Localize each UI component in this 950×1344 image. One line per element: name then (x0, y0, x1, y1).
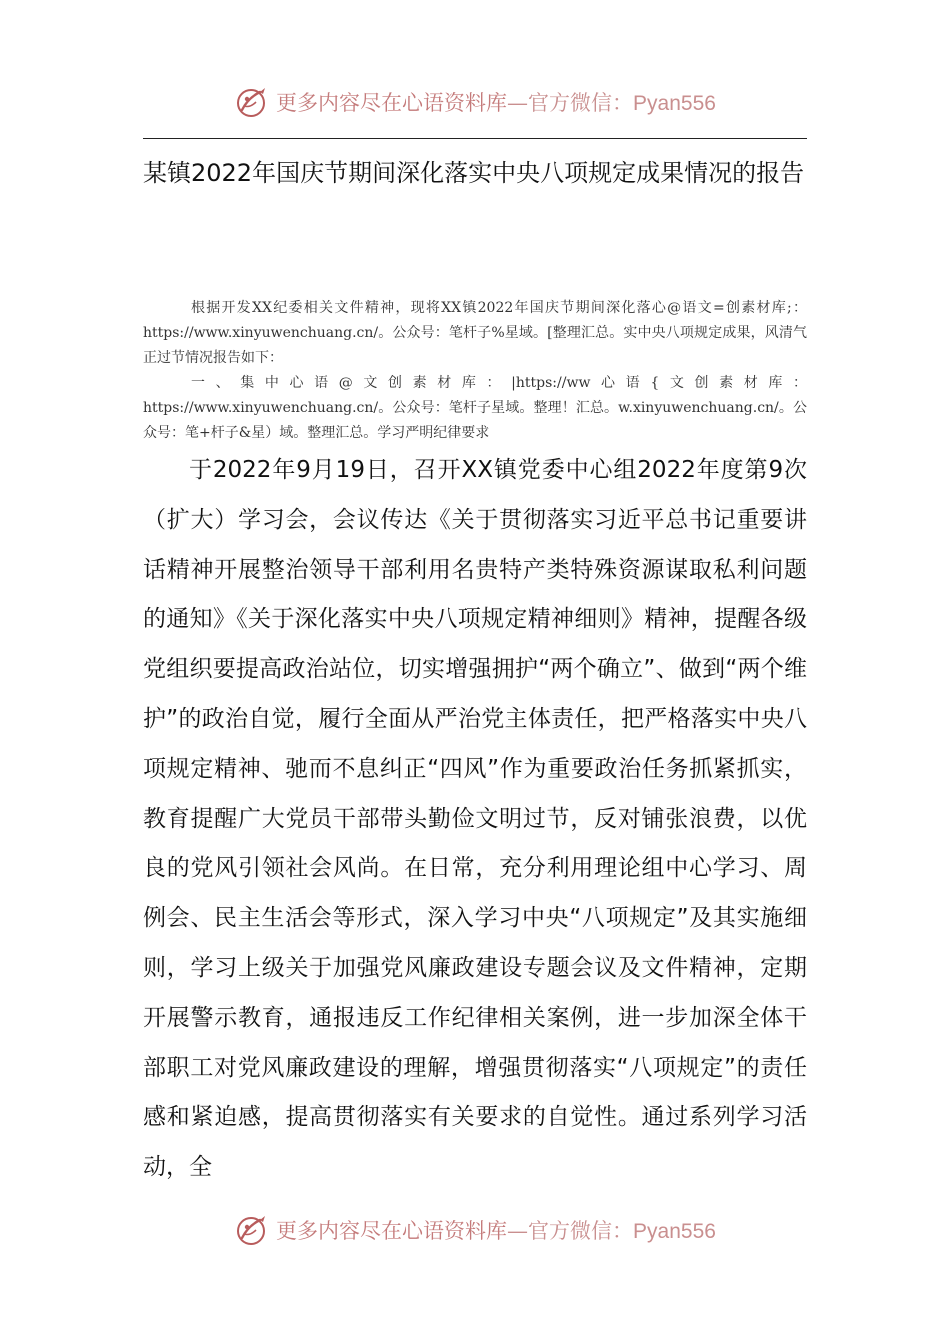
intro-paragraph: 根据开发XX纪委相关文件精神，现将XX镇2022年国庆节期间深化落心@语文=创素材库;：https://www.xinyuwenchuang.cn/。公众号：笔杆子%星域。[整理汇总。实中央八项规定成果，风清气正过节情况报告如下： (143, 300, 807, 366)
watermark-dash: — (507, 91, 529, 115)
watermark-wechat-id: Pyan556 (633, 92, 716, 115)
watermark-dash: — (507, 1219, 529, 1243)
watermark-text (276, 87, 716, 117)
watermark-brand: 更多内容尽在心语资料库 (276, 1219, 508, 1243)
watermark-brand: 更多内容尽在心语资料库 (276, 91, 508, 115)
footer-watermark (0, 1210, 950, 1250)
header-watermark (0, 82, 950, 122)
main-paragraph: 于2022年9月19日，召开XX镇党委中心组2022年度第9次（扩大）学习会，会议传达《关于贯彻落实习近平总书记重要讲话精神开展整治领导干部利用名贵特产类特殊资源谋取私利问题的通知》《关于深化落实中央八项规定精神细则》精神，提醒各级党组织要提高政治站位，切实增强拥护“两个确立”、做到“两个维护”的政治自觉，履行全面从严治党主体责任，把严格落实中央八项规定精神、驰而不息纠正“四风”作为重要政治任务抓紧抓实，教育提醒广大党员干部带头勤俭文明过节，反对铺张浪费，以优良的党风引领社会风尚。在日常，充分利用理论组中心学习、周例会、民主生活会等形式，深入学习中央“八项规定”及其实施细则，学习上级关于加强党风廉政建设专题会议及文件精神，定期开展警示教育，通报违反工作纪律相关案例，进一步加深全体干部职工对党风廉政建设的理解，增强贯彻落实“八项规定”的责任感和紧迫感，提高贯彻落实有关要求的自觉性。通过系列学习活动，全 (143, 457, 807, 1181)
watermark-official: 官方微信： (528, 1219, 634, 1243)
pen-logo-icon (234, 1212, 270, 1248)
watermark-text (276, 1215, 716, 1245)
header-divider (143, 138, 807, 139)
watermark-official: 官方微信： (528, 91, 634, 115)
section-heading: 一、集中心语@文创素材库：|https://ww心语{文创素材库：https://www.xinyuwenchuang.cn/。公众号：笔杆子星域。整理！汇总。w.xinyuwenchuang.cn/。公众号：笔+杆子&星）域。整理汇总。学习严明纪律要求 (143, 375, 807, 441)
intro-block (143, 296, 807, 446)
page-title: 某镇2022年国庆节期间深化落实中央八项规定成果情况的报告 (143, 159, 805, 187)
pen-logo-icon (234, 84, 270, 120)
watermark-wechat-id: Pyan556 (633, 1220, 716, 1243)
